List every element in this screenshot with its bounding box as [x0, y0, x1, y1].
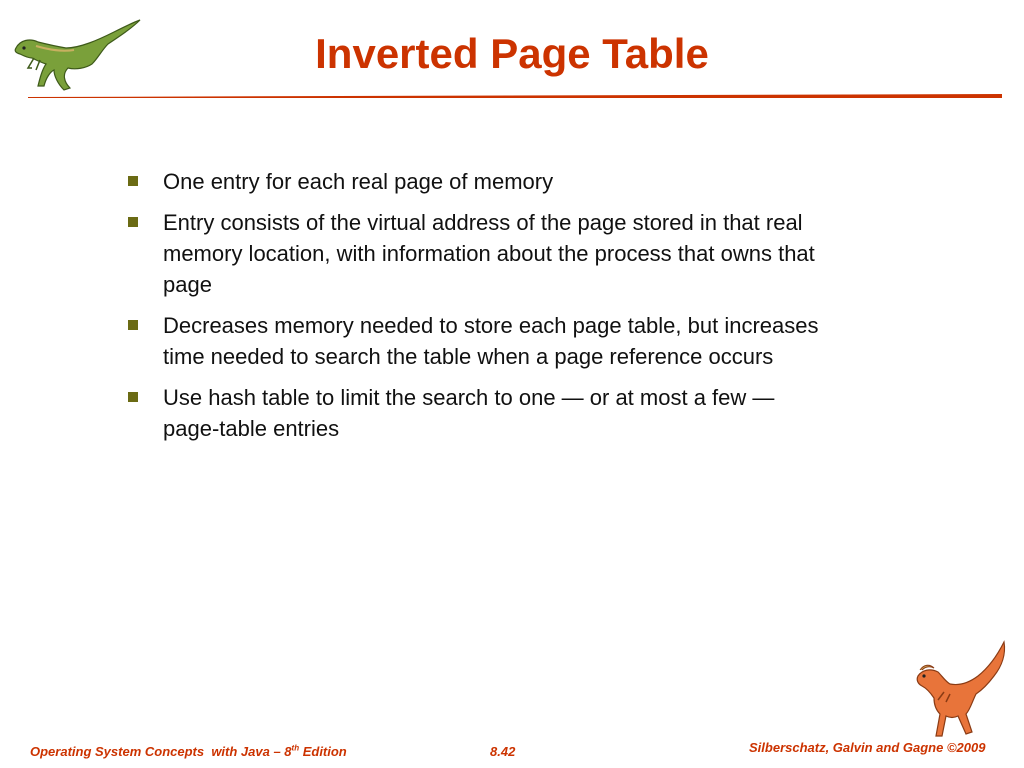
square-bullet-icon	[128, 217, 138, 227]
slide-title: Inverted Page Table	[315, 30, 709, 77]
footer-book-prefix: Operating System Concepts with Java – 8	[30, 744, 292, 759]
bullet-text: Entry consists of the virtual address of the page stored in that real memory location, with information about the process that owns that page	[163, 210, 815, 297]
footer-page-number: 8.42	[490, 744, 516, 759]
square-bullet-icon	[128, 320, 138, 330]
bullet-text: Use hash table to limit the search to one — or at most a few — page-table entries	[163, 385, 775, 441]
footer-book-suffix: Edition	[299, 744, 347, 759]
bullet-item	[128, 166, 828, 197]
bullet-item	[128, 382, 828, 444]
bullet-item	[128, 310, 828, 372]
bullet-text: One entry for each real page of memory	[163, 169, 554, 194]
square-bullet-icon	[128, 176, 138, 186]
footer-copyright: Silberschatz, Galvin and Gagne ©2009	[749, 740, 986, 755]
orange-dinosaur-icon	[908, 640, 1008, 740]
green-dinosaur-icon	[10, 18, 142, 94]
bullet-text: Decreases memory needed to store each page table, but increases time needed to search the table when a page reference occurs	[163, 313, 819, 369]
bullet-list	[128, 166, 828, 454]
square-bullet-icon	[128, 392, 138, 402]
bullet-item	[128, 207, 828, 300]
title-divider	[28, 94, 1002, 98]
footer-book-title	[30, 744, 347, 760]
footer-book-superscript: th	[291, 743, 300, 753]
